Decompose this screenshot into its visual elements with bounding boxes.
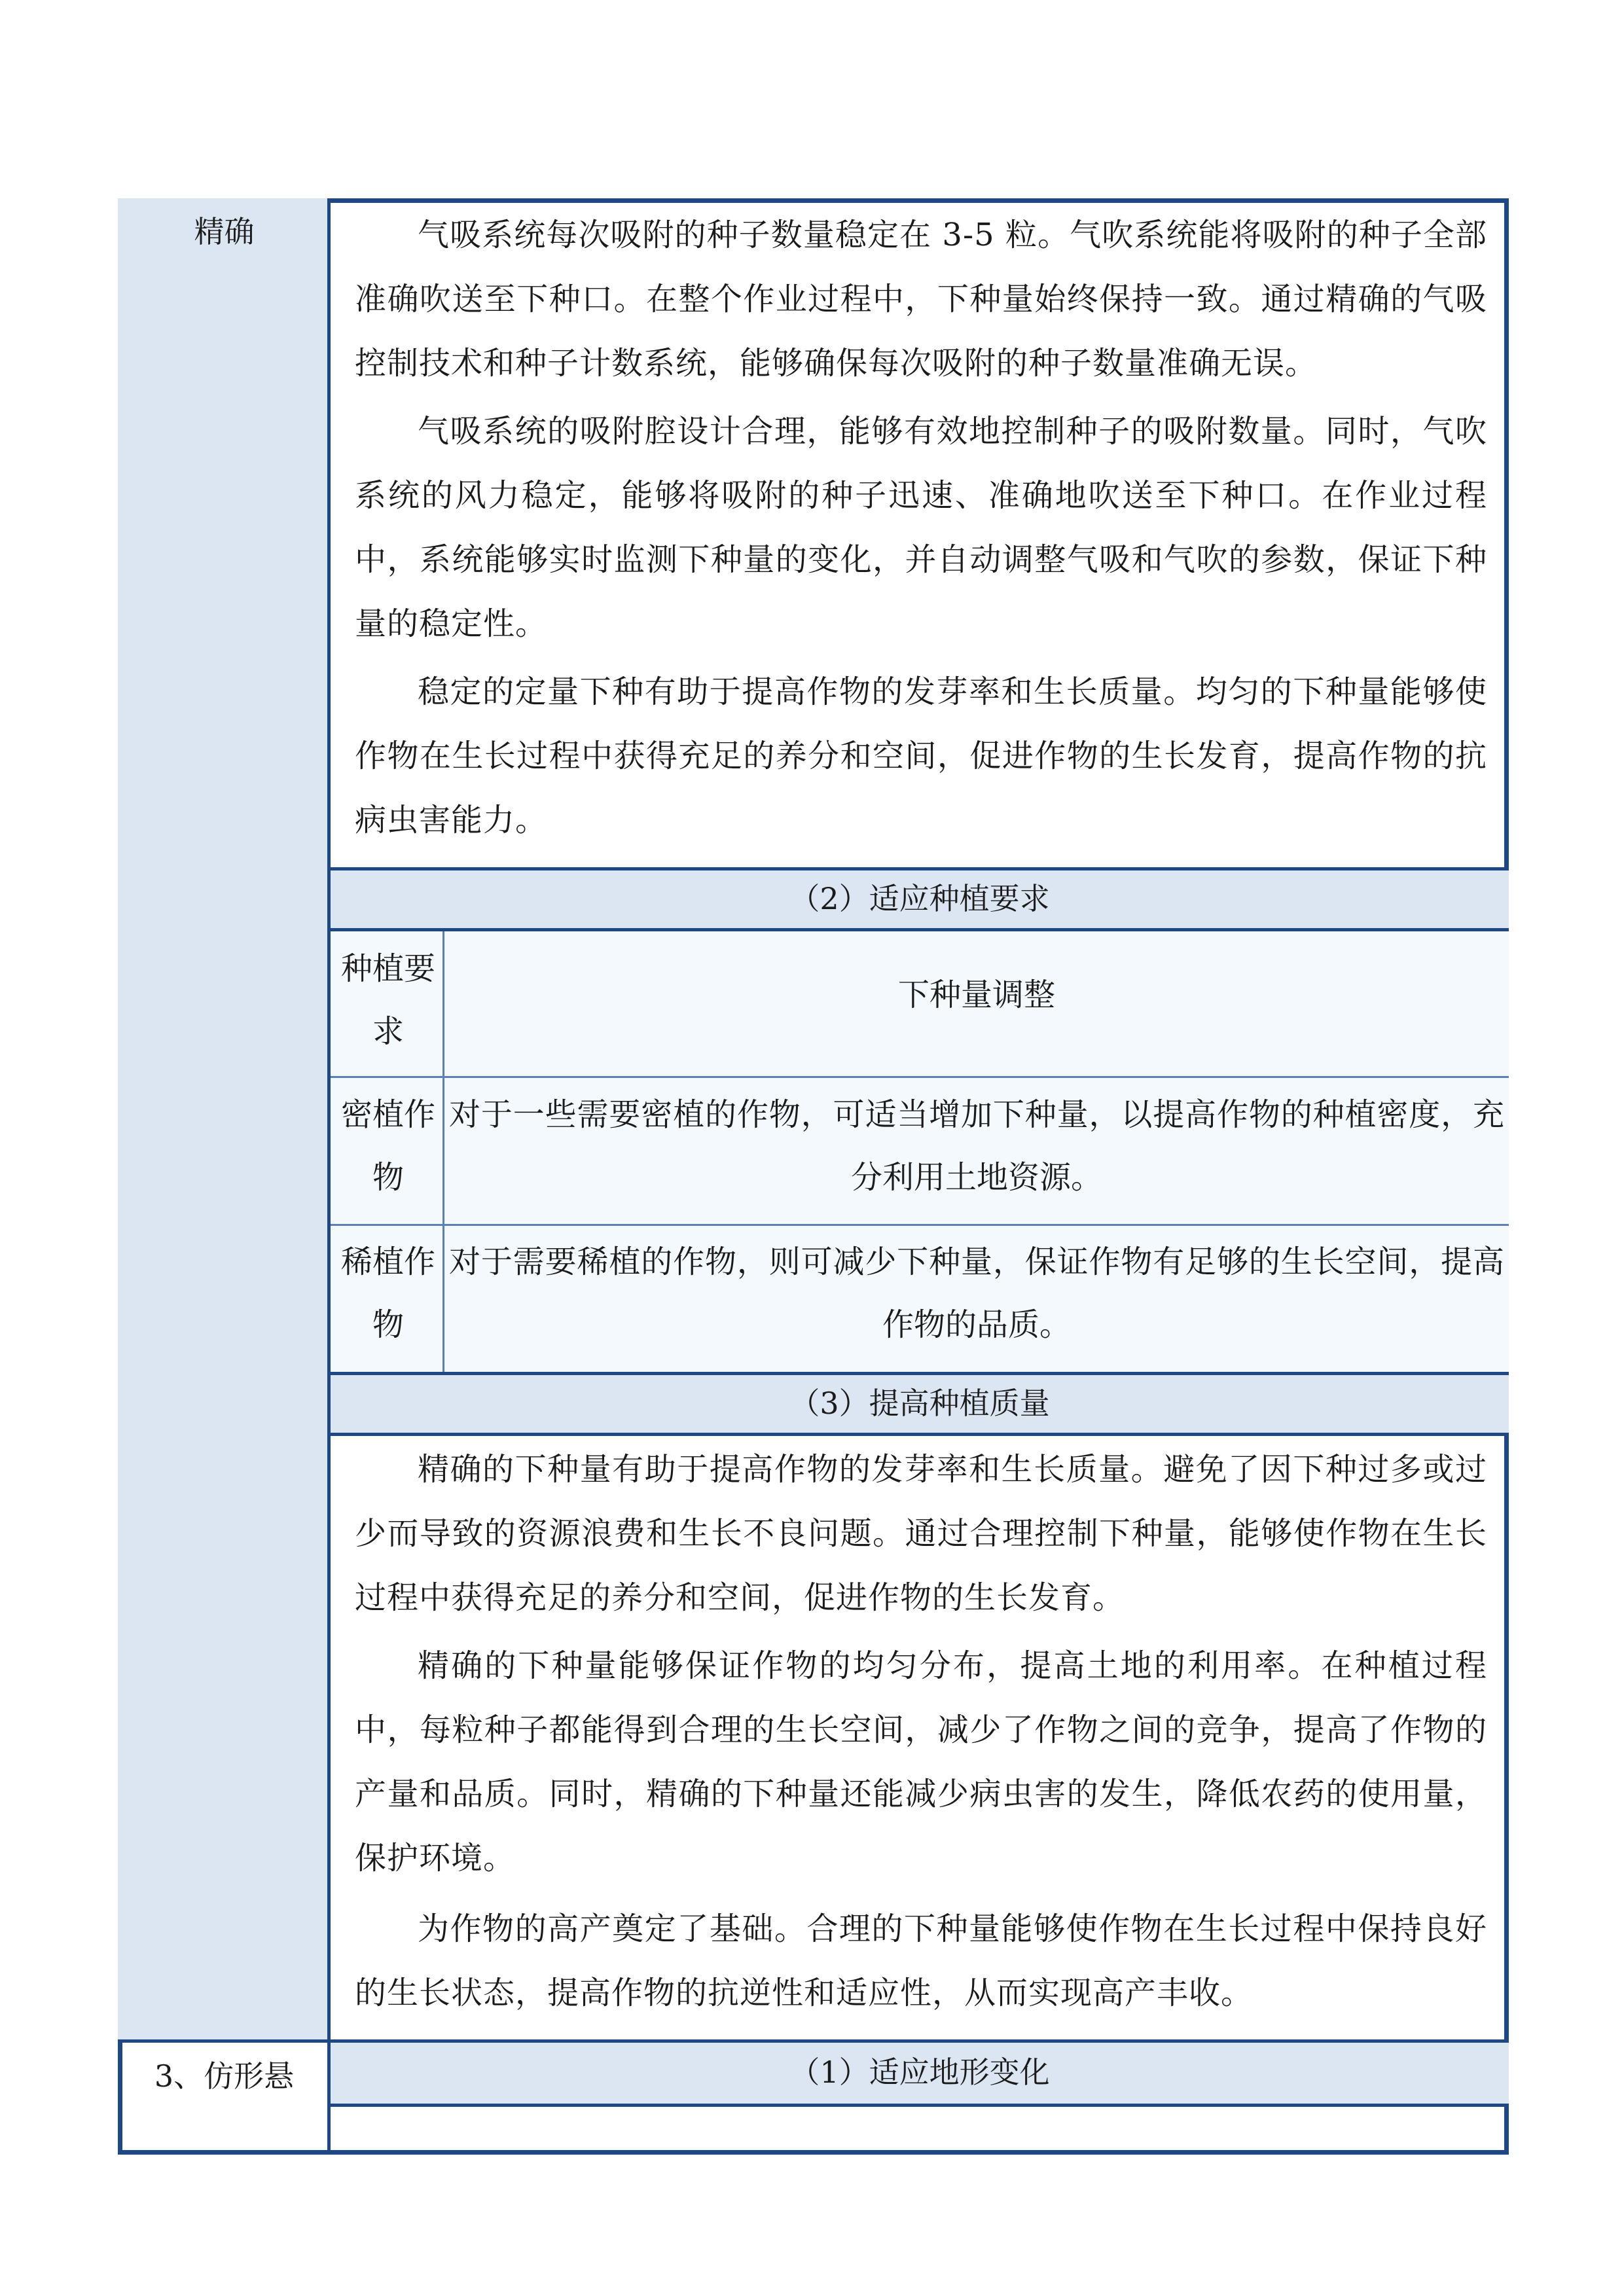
- intro-paragraph-2: 气吸系统的吸附腔设计合理，能够有效地控制种子的吸附数量。同时，气吹系统的风力稳定，能够将吸附的种子迅速、准确地吹送至下种口。在作业过程中，系统能够实时监测下种量的变化，并自动调整气吸和气吹的参数，保证下种量的稳定性。: [355, 413, 1487, 642]
- intro-paragraph-1: 气吸系统每次吸附的种子数量稳定在 3-5 粒。气吹系统能将吸附的种子全部准确吹送至下种口。在整个作业过程中，下种量始终保持一致。通过精确的气吸控制技术和种子计数系统，能够确保每次吸附的种子数量准确无误。: [355, 217, 1487, 382]
- table-header-requirement: 种植要求: [340, 950, 435, 1050]
- table-row-divider: [331, 1224, 1509, 1226]
- table-cell-dense-crop: 密植作物: [340, 1096, 435, 1196]
- table-cell-dense-adjustment: 对于一些需要密植的作物，可适当增加下种量，以提高作物的种植密度，充分利用土地资源。: [449, 1096, 1504, 1196]
- table-header-seeding-adjustment: 下种量调整: [897, 977, 1055, 1013]
- category-label-terrain-suspension: 3、仿形悬: [154, 2058, 295, 2094]
- section-heading-terrain-adaptation: （1）适应地形变化: [331, 2043, 1509, 2107]
- table-cell-sparse-crop: 稀植作物: [340, 1244, 435, 1343]
- table-cell-sparse-adjustment: 对于需要稀植的作物，则可减少下种量，保证作物有足够的生长空间，提高作物的品质。: [449, 1244, 1504, 1343]
- section-heading-planting-requirements: （2）适应种植要求: [331, 867, 1509, 931]
- table-row-divider: [331, 1076, 1509, 1078]
- intro-paragraph-3: 稳定的定量下种有助于提高作物的发芽率和生长质量。均匀的下种量能够使作物在生长过程中获得充足的养分和空间，促进作物的生长发育，提高作物的抗病虫害能力。: [355, 673, 1487, 838]
- left-category-column: [118, 198, 331, 2039]
- section-heading-planting-quality: （3）提高种植质量: [331, 1372, 1509, 1436]
- quality-paragraph-1: 精确的下种量有助于提高作物的发芽率和生长质量。避免了因下种过多或过少而导致的资源浪费和生长不良问题。通过合理控制下种量，能够使作物在生长过程中获得充足的养分和空间，促进作物的生长发育。: [355, 1451, 1487, 1616]
- quality-paragraph-3: 为作物的高产奠定了基础。合理的下种量能够使作物在生长过程中保持良好的生长状态，提高作物的抗逆性和适应性，从而实现高产丰收。: [355, 1910, 1487, 2011]
- category-label-precise: 精确: [194, 214, 255, 249]
- quality-paragraph-2: 精确的下种量能够保证作物的均匀分布，提高土地的利用率。在种植过程中，每粒种子都能得到合理的生长空间，减少了作物之间的竞争，提高了作物的产量和品质。同时，精确的下种量还能减少病虫害的发生，降低农药的使用量，保护环境。: [355, 1647, 1487, 1876]
